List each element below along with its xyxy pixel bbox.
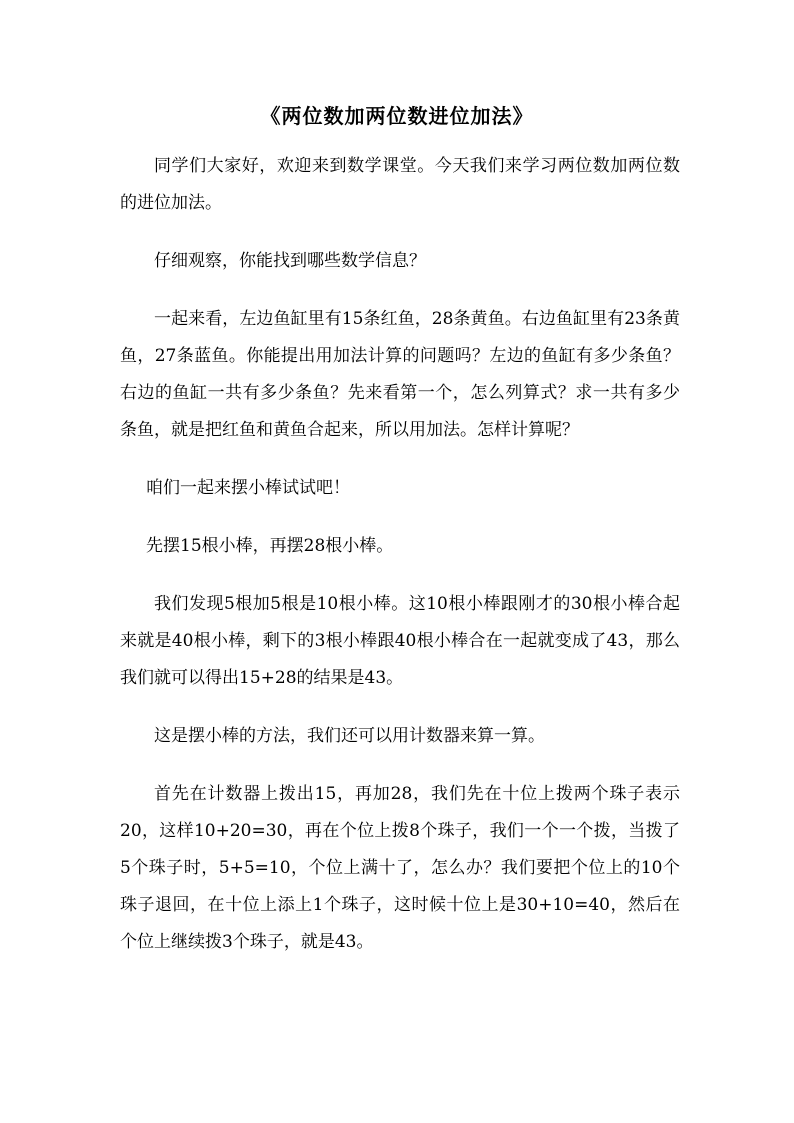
paragraph-fish-problem: 一起来看，左边鱼缸里有15条红鱼，28条黄鱼。右边鱼缸里有23条黄鱼，27条蓝鱼。你能提出用加法计算的问题吗？左边的鱼缸有多少条鱼？右边的鱼缸一共有多少条鱼？先来看第一个，怎么列算式？求一共有多少条鱼，就是把红鱼和黄鱼合起来，所以用加法。怎样计算呢？ (120, 309, 680, 440)
paragraph-counter-intro: 这是摆小棒的方法，我们还可以用计数器来算一算。 (154, 726, 545, 746)
paragraph-intro: 同学们大家好，欢迎来到数学课堂。今天我们来学习两位数加两位数的进位加法。 (120, 156, 680, 213)
paragraph-sticks-result: 我们发现5根加5根是10根小棒。这10根小棒跟刚才的30根小棒合起来就是40根小棒，剩下的3根小棒跟40根小棒合在一起就变成了43，那么我们就可以得出15+28的结果是43。 (120, 594, 680, 688)
paragraph-counter-steps: 首先在计数器上拨出15，再加28，我们先在十位上拨两个珠子表示20，这样10+20=30，再在个位上拨8个珠子，我们一个一个拨，当拨了5个珠子时，5+5=10，个位上满十了，怎么办？我们要把个位上的10个珠子退回，在十位上添上1个珠子，这时候十位上是30+10=40，然后在个位上继续拨3个珠子，就是43。 (120, 784, 680, 952)
paragraph-sticks-invite: 咱们一起来摆小棒试试吧！ (146, 478, 350, 498)
paragraph-sticks-place: 先摆15根小棒，再摆28根小棒。 (146, 536, 394, 556)
paragraph-observe: 仔细观察，你能找到哪些数学信息？ (154, 251, 426, 271)
document-title: 《两位数加两位数进位加法》 (260, 104, 534, 128)
document-body (120, 148, 680, 982)
